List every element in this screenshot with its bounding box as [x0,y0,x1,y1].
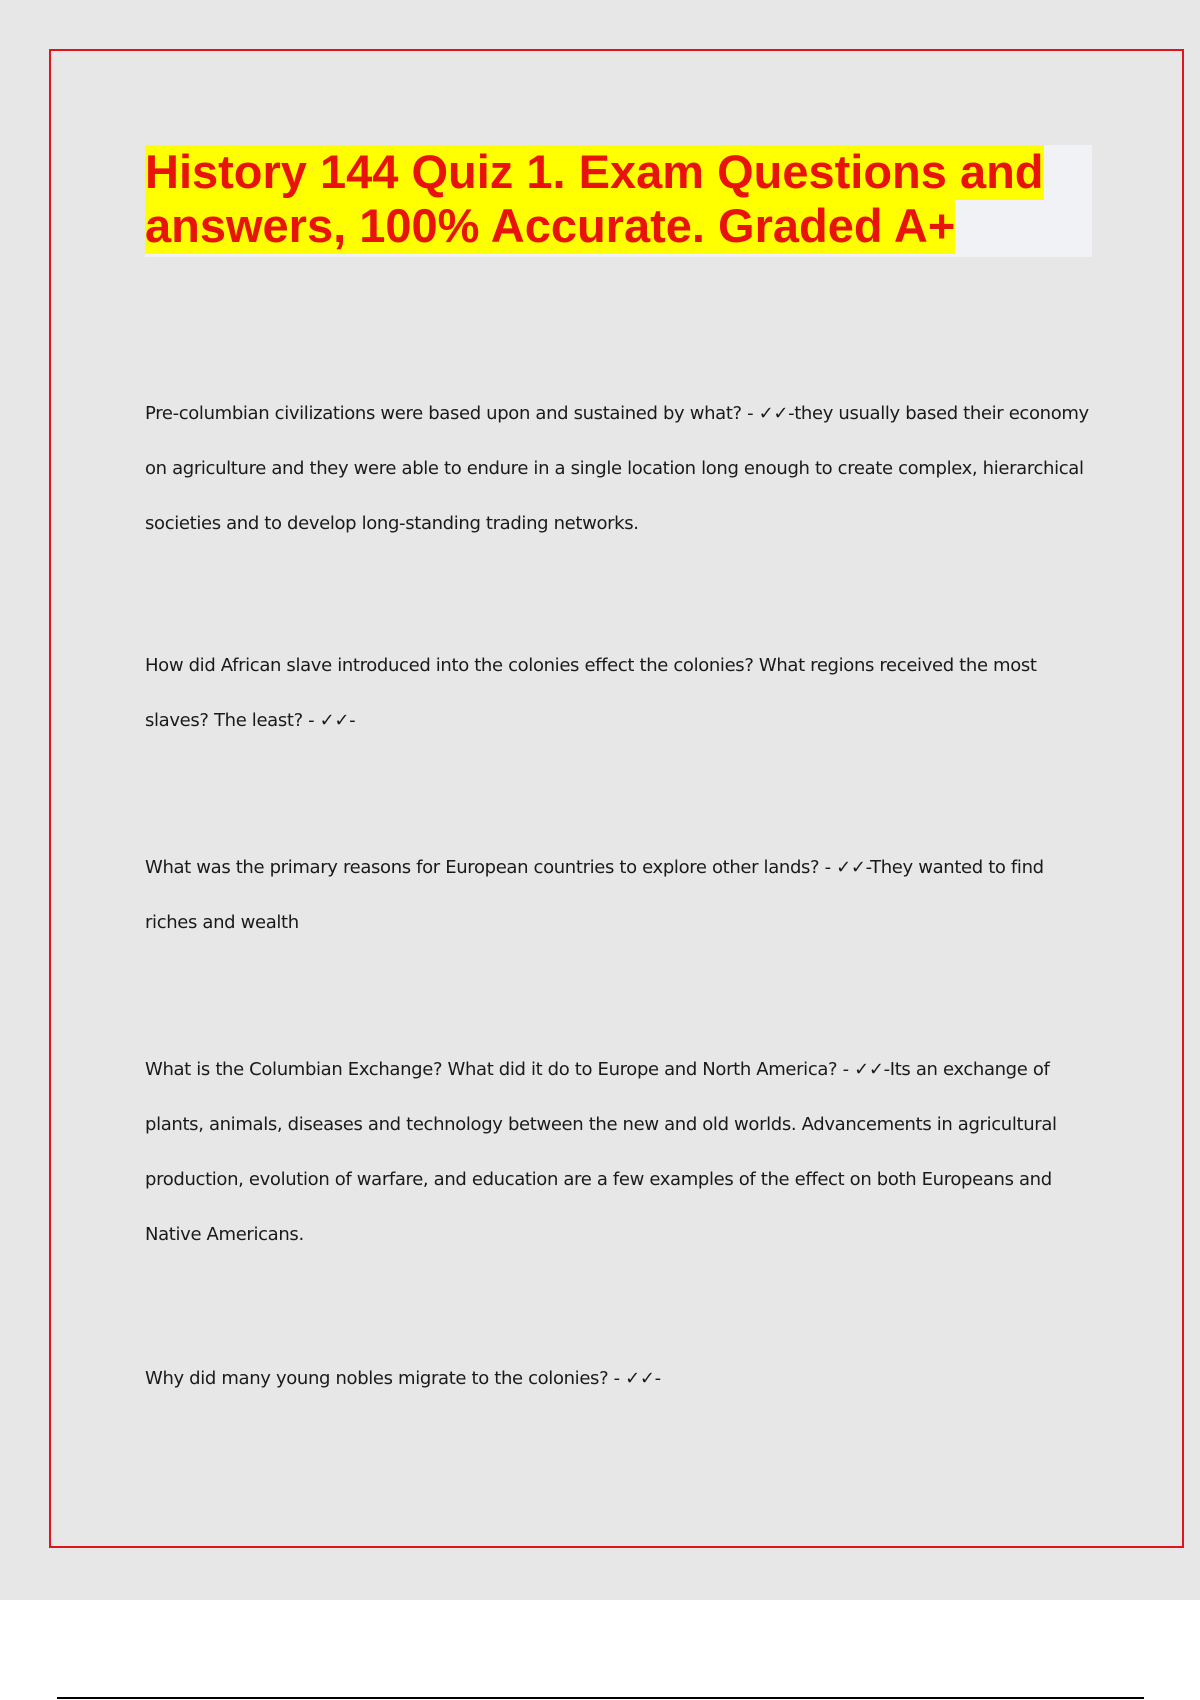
title-highlight: History 144 Quiz 1. Exam Questions and answers, 100% Accurate. Graded A+ [145,145,1044,252]
qa-item-3: What was the primary reasons for European countries to explore other lands? - ✓✓-They wanted to find riches and wealth [145,857,1044,933]
qa-item-5: Why did many young nobles migrate to the colonies? - ✓✓- [145,1368,661,1389]
qa-item-4: What is the Columbian Exchange? What did it do to Europe and North America? - ✓✓-Its an exchange of plants, animals, diseases and technology between the new and old worlds. Advancements in agricultural production, evolution of warfare, and education are a few examples of the effect on both Europeans and Native Americans. [145,1059,1057,1245]
qa-item-2: How did African slave introduced into the colonies effect the colonies? What regions received the most slaves? The least? - ✓✓- [145,655,1037,731]
page-divider [57,1697,1144,1699]
title-block [145,145,1092,257]
qa-item-1: Pre-columbian civilizations were based upon and sustained by what? - ✓✓-they usually based their economy on agriculture and they were able to endure in a single location long enough to create complex, hierarchical societies and to develop long-standing trading networks. [145,403,1089,534]
document-title [145,145,1085,253]
page-border [49,49,1184,1548]
